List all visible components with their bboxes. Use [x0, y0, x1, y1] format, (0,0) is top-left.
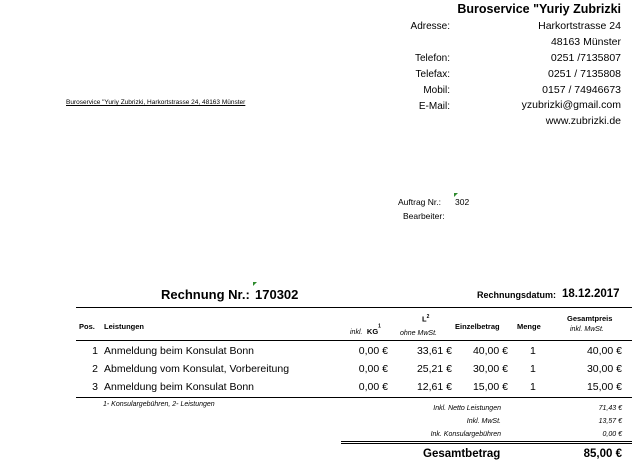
row-kg: 0,00 €	[358, 381, 388, 393]
header-kg-prefix: inkl.	[350, 329, 363, 336]
row-pos: 1	[92, 345, 98, 357]
fax-value: 0251 / 7135808	[548, 68, 621, 80]
summary-net-label: Inkl. Netto Leistungen	[433, 405, 501, 412]
address-street: Harkortstrasse 24	[538, 20, 621, 32]
invoice-number: 170302	[255, 287, 299, 302]
header-total-price: Gesamtpreis	[567, 314, 613, 323]
phone-label: Telefon:	[414, 53, 450, 64]
header-kg-sup: 1	[378, 323, 381, 330]
row-total: 30,00 €	[586, 363, 622, 375]
row-single: 40,00 €	[472, 345, 508, 357]
row-pos: 3	[92, 381, 98, 393]
mobile-value: 0157 / 74946673	[542, 84, 621, 96]
invoice-date: 18.12.2017	[562, 288, 620, 300]
header-service: Leistungen	[104, 322, 145, 331]
row-total: 15,00 €	[586, 381, 622, 393]
sender-address-line: Buroservice "Yuriy Zubrizki, Harkortstrasse 24, 48163 Münster	[66, 99, 246, 106]
address-city: 48163 Münster	[550, 36, 621, 48]
table-top-border	[76, 307, 632, 308]
header-total-sub: inkl. MwSt.	[570, 326, 604, 333]
comment-marker-icon	[253, 282, 257, 286]
row-service: Abmeldung vom Konsulat, Vorbereitung	[104, 363, 290, 375]
row-qty: 1	[530, 363, 536, 375]
header-single-amount: Einzelbetrag	[455, 322, 500, 331]
row-l: 12,61 €	[416, 381, 452, 393]
row-qty: 1	[530, 381, 536, 393]
row-service: Anmeldung beim Konsulat Bonn	[104, 345, 255, 357]
row-qty: 1	[530, 345, 536, 357]
order-number-label: Auftrag Nr.:	[398, 197, 441, 207]
header-pos: Pos.	[79, 322, 95, 331]
email-label: E-Mail:	[418, 101, 450, 112]
row-single: 15,00 €	[472, 381, 508, 393]
summary-fees-value: 0,00 €	[602, 431, 622, 438]
fax-label: Telefax:	[415, 69, 450, 80]
website-value[interactable]: www.zubrizki.de	[545, 115, 621, 127]
row-service: Anmeldung beim Konsulat Bonn	[104, 381, 255, 393]
row-total: 40,00 €	[586, 345, 622, 357]
email-value[interactable]: yzubrizki@gmail.com	[521, 99, 621, 111]
table-rows-border	[76, 397, 632, 398]
summary-fees-label: Ink. Konsulargebühren	[430, 431, 501, 438]
row-kg: 0,00 €	[358, 345, 388, 357]
summary-vat-value: 13,57 €	[598, 418, 622, 425]
editor-label: Bearbeiter:	[403, 211, 445, 221]
header-l-sup: 2	[426, 314, 430, 320]
header-kg-label: KG	[366, 327, 379, 336]
header-quantity: Menge	[517, 322, 541, 331]
summary-vat-label: Inkl. MwSt.	[466, 418, 501, 425]
grand-total-value: 85,00 €	[583, 448, 622, 460]
row-pos: 2	[92, 363, 98, 375]
summary-net-value: 71,43 €	[598, 405, 622, 412]
company-name: Buroservice "Yuriy Zubrizki	[457, 2, 621, 16]
invoice-date-label: Rechnungsdatum:	[477, 290, 557, 300]
total-divider-1	[341, 441, 632, 442]
total-divider-2	[341, 443, 632, 444]
row-l: 33,61 €	[416, 345, 452, 357]
grand-total-label: Gesamtbetrag	[423, 448, 501, 460]
order-number-value: 302	[455, 197, 470, 207]
header-l	[422, 314, 429, 324]
address-label: Adresse:	[410, 21, 450, 32]
table-header-border	[76, 340, 632, 341]
mobile-label: Mobil:	[423, 85, 450, 96]
phone-value: 0251 /7135807	[550, 52, 621, 64]
invoice-number-label: Rechnung Nr.:	[161, 287, 250, 302]
row-kg: 0,00 €	[358, 363, 388, 375]
row-l: 25,21 €	[416, 363, 452, 375]
header-kg	[350, 321, 381, 339]
header-l-sub: ohne MwSt.	[400, 330, 437, 337]
row-single: 30,00 €	[472, 363, 508, 375]
header-l-label: L	[422, 314, 427, 324]
footnote: 1- Konsulargebühren, 2- Leistungen	[103, 401, 215, 408]
